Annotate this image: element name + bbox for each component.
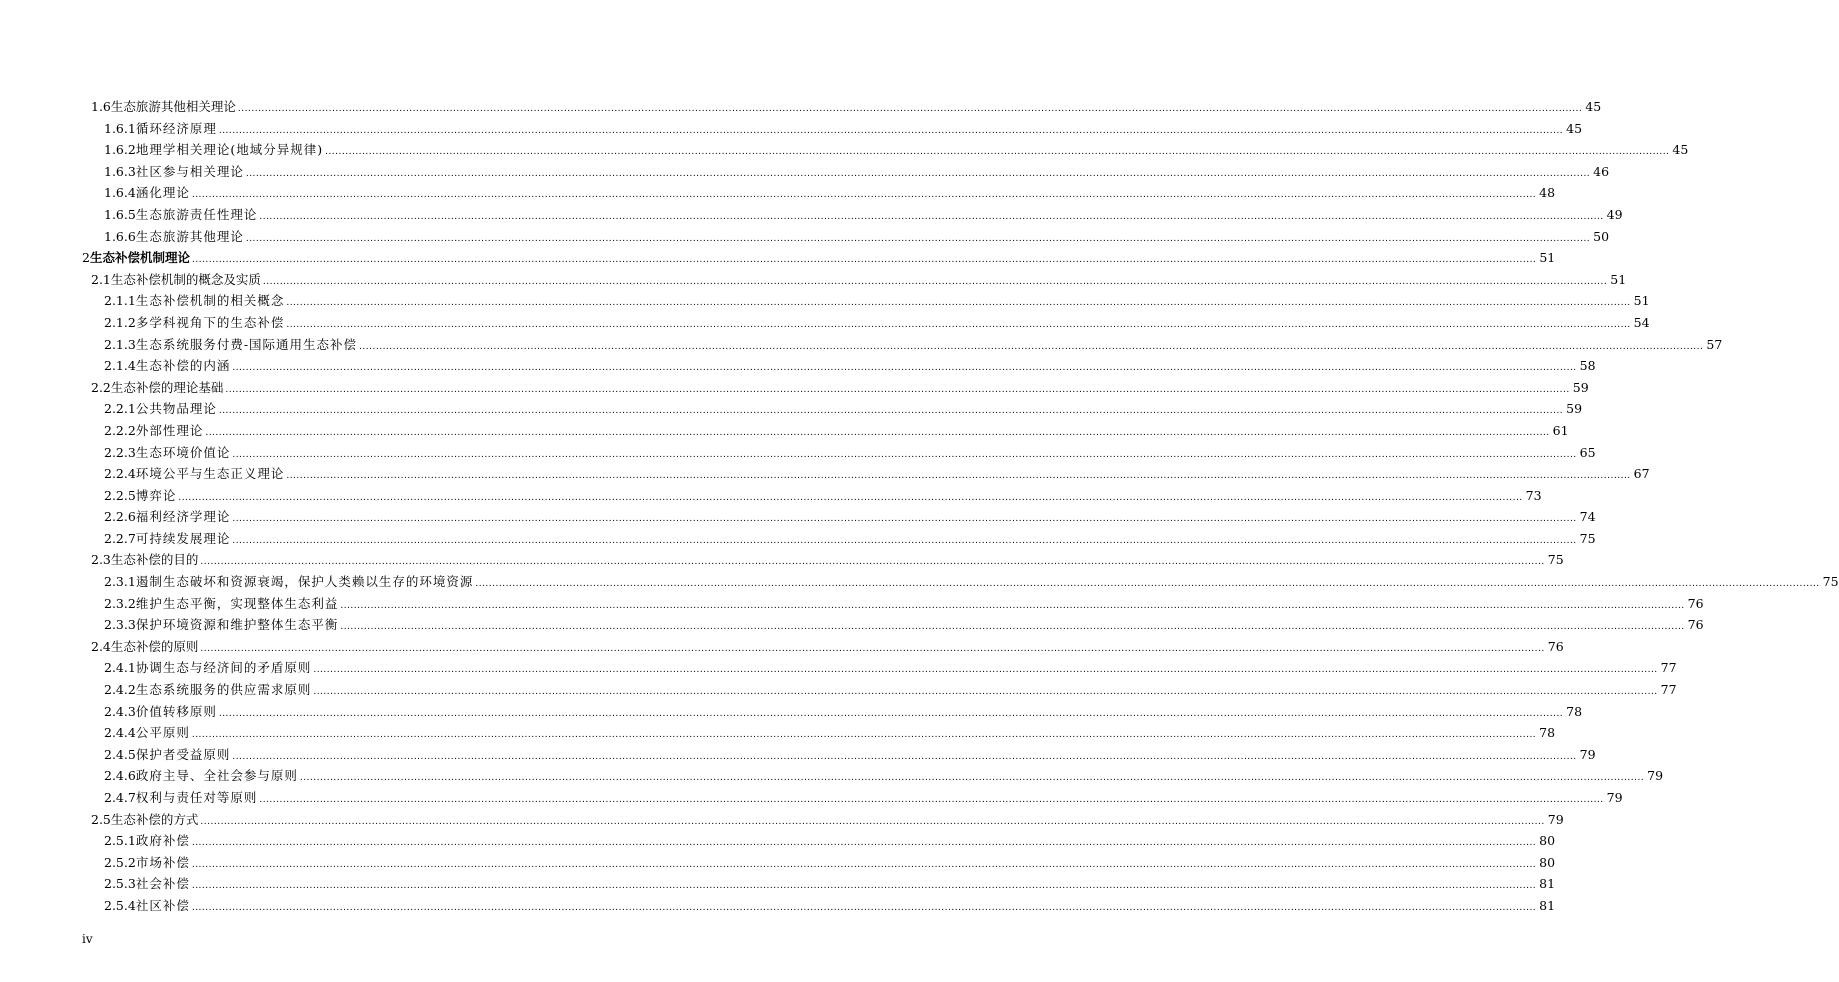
toc-entry[interactable]	[0, 485, 1542, 507]
toc-entry-number: 2.5.2	[104, 854, 136, 870]
dot-leader: ................................................................................................................................................................................................................................................................................................................................................................................................................	[259, 211, 1604, 222]
toc-entry[interactable]	[0, 355, 1596, 377]
toc-entry-page: 45	[1672, 142, 1689, 158]
toc-entry[interactable]	[0, 636, 1564, 658]
toc-entry-page: 65	[1579, 444, 1596, 460]
toc-entry[interactable]	[0, 96, 1602, 118]
toc-entry-page: 77	[1660, 660, 1677, 676]
dot-leader: ................................................................................................................................................................................................................................................................................................................................................................................................................	[232, 363, 1577, 374]
toc-entry-line	[104, 895, 1556, 917]
toc-entry-page: 75	[1579, 530, 1596, 546]
toc-entry-line	[104, 334, 1723, 356]
toc-entry-title: 生态补偿的理论基础	[110, 379, 224, 395]
toc-entry-line	[91, 636, 1564, 658]
toc-entry-line	[104, 204, 1623, 226]
dot-leader: ................................................................................................................................................................................................................................................................................................................................................................................................................	[218, 406, 1564, 417]
toc-entry-line	[104, 679, 1677, 701]
toc-entry-page: 80	[1539, 833, 1556, 849]
dot-leader: ................................................................................................................................................................................................................................................................................................................................................................................................................	[313, 687, 1658, 698]
toc-entry-line	[104, 852, 1556, 874]
toc-entry[interactable]	[0, 139, 1689, 161]
toc-entry-title: 生态补偿的方式	[110, 811, 199, 827]
toc-entry-title: 政府主导、全社会参与原则	[135, 768, 298, 784]
toc-entry-number: 2.2.5	[104, 487, 136, 503]
toc-entry-number: 2.1.4	[104, 358, 136, 374]
toc-entry-page: 51	[1633, 293, 1650, 309]
toc-entry-number: 2.4.5	[104, 746, 136, 762]
dot-leader: ................................................................................................................................................................................................................................................................................................................................................................................................................	[218, 125, 1564, 136]
toc-entry-page: 78	[1539, 725, 1556, 741]
toc-entry-line	[82, 247, 1556, 269]
toc-entry[interactable]	[0, 787, 1623, 809]
toc-entry-line	[91, 377, 1589, 399]
toc-entry-line	[104, 744, 1596, 766]
toc-entry-title: 保护者受益原则	[135, 746, 231, 762]
dot-leader: ................................................................................................................................................................................................................................................................................................................................................................................................................	[359, 341, 1704, 352]
toc-entry-number: 2.1.2	[104, 314, 136, 330]
toc-entry-title: 可持续发展理论	[135, 530, 231, 546]
dot-leader: ................................................................................................................................................................................................................................................................................................................................................................................................................	[191, 730, 1537, 741]
toc-entry-title: 公共物品理论	[135, 401, 217, 417]
toc-entry-title: 多学科视角下的生态补偿	[135, 314, 285, 330]
toc-entry-number: 2.2.3	[104, 444, 136, 460]
toc-entry-line	[91, 549, 1564, 571]
toc-entry-line	[104, 182, 1556, 204]
toc-entry-number: 1.6	[91, 99, 111, 114]
toc-entry-number: 2.3.1	[104, 574, 136, 590]
toc-entry-page: 75	[1547, 552, 1564, 568]
toc-entry-title: 政府补偿	[135, 833, 190, 849]
toc-entry-line	[91, 809, 1564, 831]
toc-entry[interactable]	[0, 506, 1596, 528]
toc-entry-title: 生态补偿机制理论	[89, 250, 190, 266]
toc-entry-number: 1.6.2	[104, 142, 136, 158]
toc-entry-line	[91, 96, 1602, 118]
dot-leader: ................................................................................................................................................................................................................................................................................................................................................................................................................	[286, 298, 1631, 309]
toc-entry-line	[104, 701, 1583, 723]
toc-entry[interactable]	[0, 118, 1583, 140]
toc-entry-title: 生态系统服务的供应需求原则	[135, 682, 312, 698]
toc-entry[interactable]	[0, 657, 1677, 679]
toc-entry-number: 1.6.1	[104, 120, 136, 136]
toc-entry-number: 2.5	[91, 811, 111, 827]
toc-entry-number: 2.1	[91, 271, 111, 287]
dot-leader: ................................................................................................................................................................................................................................................................................................................................................................................................................	[340, 600, 1685, 611]
toc-entry[interactable]	[0, 809, 1564, 831]
toc-entry-line	[104, 226, 1610, 248]
toc-entry-page: 49	[1606, 206, 1623, 222]
toc-entry-line	[104, 139, 1689, 161]
toc-entry-line	[104, 118, 1583, 140]
toc-entry-line	[104, 161, 1610, 183]
toc-entry-page: 45	[1566, 120, 1583, 136]
toc-entry[interactable]	[0, 204, 1623, 226]
toc-entry-title: 维护生态平衡，实现整体生态利益	[135, 595, 339, 611]
toc-entry[interactable]	[0, 334, 1723, 356]
toc-entry-title: 生态补偿的原则	[110, 638, 199, 654]
toc-entry[interactable]	[0, 830, 1556, 852]
toc-entry[interactable]	[0, 377, 1589, 399]
toc-entry-title: 生态补偿的内涵	[135, 358, 231, 374]
page-number: iv	[82, 932, 93, 946]
toc-entry-number: 2.5.1	[104, 833, 136, 849]
toc-entry-number: 2.2.4	[104, 466, 136, 482]
dot-leader: ................................................................................................................................................................................................................................................................................................................................................................................................................	[299, 773, 1645, 784]
toc-entry-number: 2.4.1	[104, 660, 136, 676]
dot-leader: ................................................................................................................................................................................................................................................................................................................................................................................................................	[225, 384, 1570, 395]
toc-entry[interactable]	[0, 161, 1610, 183]
toc-entry-title: 市场补偿	[135, 854, 190, 870]
toc-entry-page: 46	[1593, 163, 1610, 179]
toc-entry-line	[104, 614, 1704, 636]
toc-entry-number: 2.4.2	[104, 682, 136, 698]
toc-entry-number: 2.4.6	[104, 768, 136, 784]
toc-entry[interactable]	[0, 420, 1569, 442]
toc-entry-line	[104, 528, 1596, 550]
toc-entry-number: 1.6.5	[104, 206, 136, 222]
toc-entry-number: 2.2.6	[104, 509, 136, 525]
toc-entry[interactable]	[0, 247, 1556, 269]
toc-entry[interactable]	[0, 549, 1564, 571]
dot-leader: ................................................................................................................................................................................................................................................................................................................................................................................................................	[191, 881, 1537, 892]
toc-entry[interactable]	[0, 571, 1839, 593]
toc-entry-page: 79	[1606, 790, 1623, 805]
toc-entry-title: 保护环境资源和维护整体生态平衡	[135, 617, 339, 633]
toc-entry-number: 2.4.7	[104, 790, 136, 805]
toc-entry[interactable]	[0, 765, 1664, 787]
toc-entry-line	[91, 269, 1627, 291]
toc-entry[interactable]	[0, 312, 1650, 334]
toc-entry-line	[104, 657, 1677, 679]
toc-entry-title: 生态环境价值论	[135, 444, 231, 460]
toc-entry-title: 生态补偿机制的相关概念	[135, 293, 285, 309]
toc-entry-title: 生态补偿机制的概念及实质	[110, 271, 261, 287]
toc-entry-line	[104, 787, 1623, 809]
toc-entry[interactable]	[0, 722, 1556, 744]
toc-entry[interactable]	[0, 290, 1650, 312]
toc-entry[interactable]	[0, 873, 1556, 895]
dot-leader: ................................................................................................................................................................................................................................................................................................................................................................................................................	[200, 643, 1545, 654]
toc-entry-page: 76	[1687, 595, 1704, 611]
toc-entry-page: 59	[1572, 379, 1589, 395]
toc-entry-number: 2.3.3	[104, 617, 136, 633]
toc-entry[interactable]	[0, 463, 1650, 485]
toc-entry-number: 2.3	[91, 552, 111, 568]
toc-entry-page: 51	[1539, 250, 1556, 266]
toc-entry[interactable]	[0, 679, 1677, 701]
toc-entry[interactable]	[0, 895, 1556, 917]
toc-entry-page: 50	[1593, 228, 1610, 244]
toc-entry-title: 协调生态与经济间的矛盾原则	[135, 660, 312, 676]
toc-entry-page: 76	[1547, 638, 1564, 654]
toc-entry-number: 2.4.3	[104, 703, 136, 719]
toc-entry-page: 78	[1566, 703, 1583, 719]
toc-entry[interactable]	[0, 744, 1596, 766]
dot-leader: ................................................................................................................................................................................................................................................................................................................................................................................................................	[245, 233, 1591, 244]
toc-entry-page: 57	[1706, 336, 1723, 352]
toc-entry-page: 45	[1585, 99, 1602, 114]
dot-leader: ................................................................................................................................................................................................................................................................................................................................................................................................................	[191, 190, 1537, 201]
dot-leader: ................................................................................................................................................................................................................................................................................................................................................................................................................	[237, 104, 1583, 114]
dot-leader: ................................................................................................................................................................................................................................................................................................................................................................................................................	[191, 902, 1537, 913]
toc-entry[interactable]	[0, 528, 1596, 550]
toc-entry-line	[104, 593, 1704, 615]
toc-entry-number: 1.6.3	[104, 163, 136, 179]
dot-leader: ................................................................................................................................................................................................................................................................................................................................................................................................................	[205, 427, 1550, 438]
toc-entry-title: 环境公平与生态正义理论	[135, 466, 285, 482]
toc-entry[interactable]	[0, 226, 1610, 248]
toc-entry-title: 遏制生态破坏和资源衰竭，保护人类赖以生存的环境资源	[135, 574, 474, 590]
toc-entry[interactable]	[0, 852, 1556, 874]
dot-leader: ................................................................................................................................................................................................................................................................................................................................................................................................................	[232, 514, 1577, 525]
toc-entry-page: 48	[1539, 185, 1556, 201]
dot-leader: ................................................................................................................................................................................................................................................................................................................................................................................................................	[259, 795, 1604, 805]
toc-entry-page: 79	[1647, 768, 1664, 784]
dot-leader: ................................................................................................................................................................................................................................................................................................................................................................................................................	[191, 255, 1537, 266]
toc-entry-title: 社区参与相关理论	[135, 163, 244, 179]
toc-entry-title: 社区补偿	[135, 897, 190, 913]
toc-entry-line	[104, 355, 1596, 377]
toc-entry-line	[104, 442, 1596, 464]
toc-entry-number: 2.5.4	[104, 897, 136, 913]
toc-entry-line	[104, 312, 1650, 334]
toc-entry-page: 54	[1633, 314, 1650, 330]
toc-entry-line	[104, 398, 1583, 420]
dot-leader: ................................................................................................................................................................................................................................................................................................................................................................................................................	[340, 622, 1685, 633]
dot-leader: ................................................................................................................................................................................................................................................................................................................................................................................................................	[178, 492, 1523, 503]
toc-entry-title: 生态补偿的目的	[110, 552, 199, 568]
toc-entry-line	[104, 463, 1650, 485]
toc-entry-line	[104, 506, 1596, 528]
dot-leader: ................................................................................................................................................................................................................................................................................................................................................................................................................	[191, 859, 1537, 870]
dot-leader: ................................................................................................................................................................................................................................................................................................................................................................................................................	[286, 319, 1631, 330]
toc-entry-number: 2.5.3	[104, 876, 136, 892]
toc-entry-title: 社会补偿	[135, 876, 190, 892]
dot-leader: ................................................................................................................................................................................................................................................................................................................................................................................................................	[325, 147, 1670, 158]
toc-entry[interactable]	[0, 614, 1704, 636]
toc-entry-number: 2.4	[91, 638, 111, 654]
dot-leader: ................................................................................................................................................................................................................................................................................................................................................................................................................	[245, 168, 1591, 179]
toc-entry-line	[104, 485, 1542, 507]
toc-entry-number: 2.2.1	[104, 401, 136, 417]
toc-entry[interactable]	[0, 701, 1583, 723]
toc-entry-page: 81	[1539, 897, 1556, 913]
toc-entry-page: 76	[1687, 617, 1704, 633]
toc-entry-line	[104, 830, 1556, 852]
toc-entry[interactable]	[0, 269, 1627, 291]
toc-entry-title: 生态旅游责任性理论	[135, 206, 258, 222]
toc-entry-line	[104, 722, 1556, 744]
toc-entry-number: 1.6.6	[104, 228, 136, 244]
toc-entry-title: 循环经济原理	[135, 120, 217, 136]
toc-entry-number: 1.6.4	[104, 185, 136, 201]
toc-entry-title: 权利与责任对等原则	[135, 790, 258, 805]
toc-entry-title: 生态旅游其他相关理论	[110, 99, 236, 114]
dot-leader: ................................................................................................................................................................................................................................................................................................................................................................................................................	[200, 557, 1545, 568]
toc-entry-page: 81	[1539, 876, 1556, 892]
toc-entry-number: 2.4.4	[104, 725, 136, 741]
dot-leader: ................................................................................................................................................................................................................................................................................................................................................................................................................	[232, 449, 1577, 460]
toc-entry-line	[104, 571, 1839, 593]
dot-leader: ................................................................................................................................................................................................................................................................................................................................................................................................................	[232, 535, 1577, 546]
toc-entry-title: 价值转移原则	[135, 703, 217, 719]
dot-leader: ................................................................................................................................................................................................................................................................................................................................................................................................................	[313, 665, 1658, 676]
dot-leader: ................................................................................................................................................................................................................................................................................................................................................................................................................	[191, 838, 1537, 849]
dot-leader: ................................................................................................................................................................................................................................................................................................................................................................................................................	[262, 276, 1608, 287]
toc-entry-page: 51	[1610, 271, 1627, 287]
toc-entry[interactable]	[0, 398, 1583, 420]
toc-entry-page: 80	[1539, 854, 1556, 870]
dot-leader: ................................................................................................................................................................................................................................................................................................................................................................................................................	[286, 471, 1631, 482]
toc-entry-number: 2.2.2	[104, 422, 136, 438]
toc-entry-number: 2.2	[91, 379, 111, 395]
toc-entry-title: 外部性理论	[135, 422, 204, 438]
toc-entry[interactable]	[0, 442, 1596, 464]
toc-entry-number: 2.1.3	[104, 336, 136, 352]
dot-leader: ................................................................................................................................................................................................................................................................................................................................................................................................................	[232, 751, 1577, 762]
toc-entry-page: 58	[1579, 358, 1596, 374]
toc-entry-line	[104, 420, 1569, 442]
toc-entry-title: 福利经济学理论	[135, 509, 231, 525]
toc-entry-line	[104, 765, 1664, 787]
dot-leader: ................................................................................................................................................................................................................................................................................................................................................................................................................	[218, 708, 1564, 719]
toc-entry-title: 涵化理论	[135, 185, 190, 201]
dot-leader: ................................................................................................................................................................................................................................................................................................................................................................................................................	[475, 579, 1820, 590]
toc-entry-page: 79	[1579, 746, 1596, 762]
toc-entry-line	[104, 290, 1650, 312]
toc-entry-page: 77	[1660, 682, 1677, 698]
toc-entry-page: 75	[1822, 574, 1839, 590]
toc-entry-page: 61	[1552, 422, 1569, 438]
toc-entry-page: 67	[1633, 466, 1650, 482]
toc-entry-title: 生态旅游其他理论	[135, 228, 244, 244]
toc-entry-number: 2.1.1	[104, 293, 136, 309]
toc-entry-page: 59	[1566, 401, 1583, 417]
toc-entry-page: 73	[1525, 487, 1542, 503]
toc-entry-number: 2.2.7	[104, 530, 136, 546]
dot-leader: ................................................................................................................................................................................................................................................................................................................................................................................................................	[200, 816, 1545, 827]
toc-entry[interactable]	[0, 593, 1704, 615]
table-of-contents	[0, 96, 1839, 917]
toc-entry-page: 74	[1579, 509, 1596, 525]
toc-entry-line	[104, 873, 1556, 895]
toc-entry-title: 博弈论	[135, 487, 177, 503]
toc-entry-title: 公平原则	[135, 725, 190, 741]
toc-entry[interactable]	[0, 182, 1556, 204]
toc-entry-title: 生态系统服务付费-国际通用生态补偿	[135, 336, 358, 352]
toc-entry-number: 2.3.2	[104, 595, 136, 611]
toc-entry-page: 79	[1547, 811, 1564, 827]
toc-entry-title: 地理学相关理论(地域分异规律)	[135, 142, 324, 158]
toc-entry-number: 2	[82, 250, 90, 266]
